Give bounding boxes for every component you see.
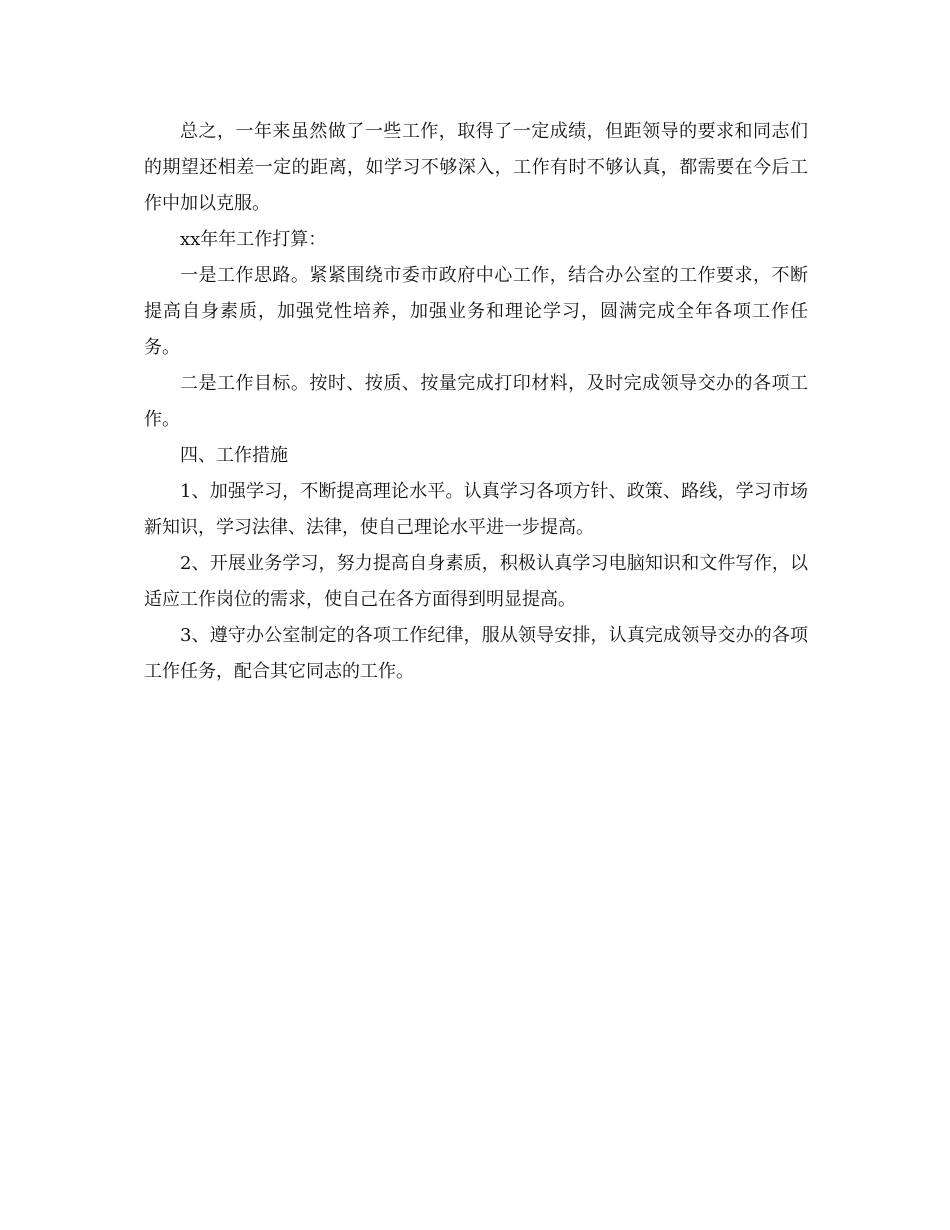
paragraph-measure-2: 2、开展业务学习，努力提高自身素质，积极认真学习电脑知识和文件写作，以适应工作岗位的需求，使自己在各方面得到明显提高。 <box>144 553 808 610</box>
paragraph-measure-3: 3、遵守办公室制定的各项工作纪律，服从领导安排，认真完成领导交办的各项工作任务，配合其它同志的工作。 <box>144 625 808 682</box>
paragraph-measures-heading: 四、工作措施 <box>180 445 288 466</box>
paragraph-summary: 总之，一年来虽然做了一些工作，取得了一定成绩，但距领导的要求和同志们的期望还相差一定的距离，如学习不够深入，工作有时不够认真，都需要在今后工作中加以克服。 <box>144 121 808 214</box>
paragraph-work-goals: 二是工作目标。按时、按质、按量完成打印材料，及时完成领导交办的各项工作。 <box>144 373 808 430</box>
document-body <box>144 114 808 690</box>
paragraph-plan-heading: xx年年工作打算： <box>180 229 327 250</box>
paragraph-measure-1: 1、加强学习，不断提高理论水平。认真学习各项方针、政策、路线，学习市场新知识，学习法律、法律，使自己理论水平进一步提高。 <box>144 481 808 538</box>
paragraph-work-ideas: 一是工作思路。紧紧围绕市委市政府中心工作，结合办公室的工作要求，不断提高自身素质，加强党性培养，加强业务和理论学习，圆满完成全年各项工作任务。 <box>144 265 808 358</box>
